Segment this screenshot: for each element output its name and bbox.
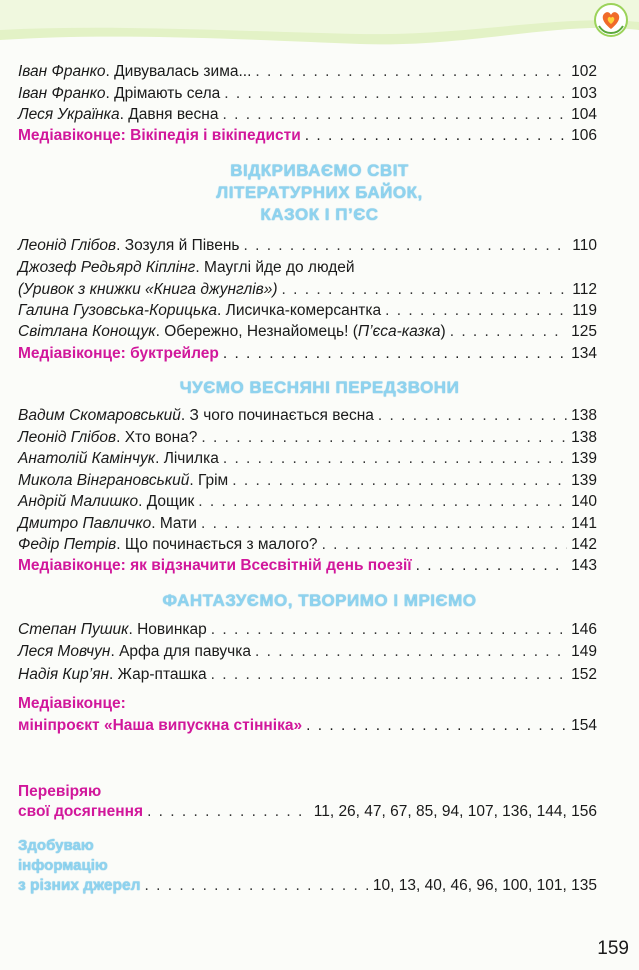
entry-page: 154 xyxy=(571,717,597,734)
entry-author: Леся Мовчун xyxy=(18,643,111,660)
entry-title: . Дивувалась зима... xyxy=(105,63,252,80)
entry-page: 125 xyxy=(571,323,597,340)
info-label: Здобуваю xyxy=(18,837,94,854)
entry-author: Іван Франко xyxy=(18,63,106,80)
entry-author: Леонід Глібов xyxy=(18,429,117,446)
media-label: Медіавіконце: буктрейлер xyxy=(18,345,219,362)
toc-entry-line[interactable] xyxy=(18,258,355,278)
entry-author: Леонід Глібов xyxy=(18,237,117,254)
dot-leader xyxy=(222,105,567,125)
dot-leader xyxy=(201,514,567,534)
dot-leader xyxy=(385,301,567,321)
entry-page: 140 xyxy=(571,493,597,510)
info-label-line3: з різних джерел xyxy=(18,877,141,894)
entry-subtitle: (Уривок з книжки «Книга джунглів») xyxy=(18,281,278,298)
dot-leader xyxy=(223,344,567,364)
toc-entry[interactable] xyxy=(18,514,597,534)
entry-title: . Хто вона? xyxy=(116,429,198,446)
entry-page: 139 xyxy=(571,472,597,489)
entry-page: 106 xyxy=(571,127,597,144)
self-check-entry[interactable] xyxy=(18,802,597,822)
entry-title: . Мауглі йде до людей xyxy=(195,259,355,276)
dot-leader xyxy=(305,126,567,146)
heart-emblem-icon xyxy=(593,2,629,38)
toc-media-entry[interactable] xyxy=(18,716,597,736)
toc-entry[interactable] xyxy=(18,492,597,512)
dot-leader xyxy=(255,62,567,82)
entry-title: . Лічилка xyxy=(155,450,219,467)
toc-media-entry[interactable] xyxy=(18,344,597,364)
entry-title: . Що починається з малого? xyxy=(116,536,318,553)
entry-page: 143 xyxy=(571,557,597,574)
media-label: Медіавіконце: Вікіпедія і вікіпедисти xyxy=(18,127,301,144)
toc-entry[interactable] xyxy=(18,301,597,321)
section-heading: ФАНТАЗУЄМО, ТВОРИМО І МРІЄМО xyxy=(162,591,477,610)
self-check-label: Перевіряю xyxy=(18,783,102,800)
entry-page: 138 xyxy=(571,429,597,446)
toc-entry[interactable] xyxy=(18,665,597,685)
section-heading-line: ВІДКРИВАЄМО СВІТ xyxy=(230,161,409,180)
dot-leader xyxy=(322,535,567,555)
section-heading-line: ЛІТЕРАТУРНИХ БАЙОК, xyxy=(216,183,423,202)
entry-title: . Лисичка-комерсантка xyxy=(217,302,382,319)
info-label: інформацію xyxy=(18,857,108,874)
entry-title: . Дощик xyxy=(138,493,195,510)
entry-author: Іван Франко xyxy=(18,85,106,102)
entry-page: 134 xyxy=(571,345,597,362)
dot-leader xyxy=(378,406,567,426)
section-heading-line: КАЗОК І П’ЄС xyxy=(260,205,379,224)
section-heading: ЧУЄМО ВЕСНЯНІ ПЕРЕДЗВОНИ xyxy=(179,378,460,397)
info-entry[interactable] xyxy=(18,876,597,896)
entry-page: 138 xyxy=(571,407,597,424)
toc-entry[interactable] xyxy=(18,280,597,300)
dot-leader xyxy=(232,471,567,491)
self-check-pages: 11, 26, 47, 67, 85, 94, 107, 136, 144, 156 xyxy=(313,803,597,820)
entry-page: 110 xyxy=(572,237,597,254)
toc-media-entry[interactable] xyxy=(18,126,597,146)
toc-entry[interactable] xyxy=(18,236,597,256)
dot-leader xyxy=(211,665,567,685)
entry-page: 149 xyxy=(571,643,597,660)
entry-author: Степан Пушик xyxy=(18,621,129,638)
dot-leader xyxy=(306,716,567,736)
entry-title: . Жар-пташка xyxy=(109,666,207,683)
toc-media-entry[interactable] xyxy=(18,556,597,576)
dot-leader xyxy=(416,556,567,576)
dot-leader xyxy=(243,236,567,256)
entry-page: 139 xyxy=(571,450,597,467)
entry-author: Анатолій Камінчук xyxy=(18,450,156,467)
entry-page: 103 xyxy=(571,85,597,102)
entry-title: . Арфа для павучка xyxy=(110,643,251,660)
entry-title: . Обережно, Незнайомець! ( xyxy=(155,323,358,340)
entry-title: . З чого починається весна xyxy=(180,407,374,424)
dot-leader xyxy=(147,802,310,822)
entry-title: . Дрімають села xyxy=(105,85,221,102)
dot-leader xyxy=(224,84,567,104)
toc-entry[interactable] xyxy=(18,84,597,104)
entry-title: . Зозуля й Півень xyxy=(116,237,240,254)
entry-title: . Давня весна xyxy=(119,106,219,123)
toc-entry[interactable] xyxy=(18,642,597,662)
media-label: мініпроєкт «Наша випускна стінніка» xyxy=(18,717,303,734)
dot-leader xyxy=(201,428,567,448)
toc-entry[interactable] xyxy=(18,428,597,448)
entry-page: 146 xyxy=(571,621,597,638)
entry-author: Андрій Малишко xyxy=(18,493,139,510)
entry-page: 112 xyxy=(572,281,597,298)
entry-title: . Грім xyxy=(189,472,229,489)
entry-title-italic: П’єса-казка xyxy=(357,323,441,340)
self-check-label-line2: свої досягнення xyxy=(18,803,144,820)
dot-leader xyxy=(198,492,567,512)
entry-page: 142 xyxy=(571,536,597,553)
entry-author: Вадим Скомаровський xyxy=(18,407,181,424)
info-pages: 10, 13, 40, 46, 96, 100, 101, 135 xyxy=(372,877,597,894)
entry-title: . Мати xyxy=(151,515,197,532)
entry-author: Федір Петрів xyxy=(18,536,117,553)
entry-page: 141 xyxy=(571,515,597,532)
entry-author: Надія Кир’ян xyxy=(18,666,110,683)
dot-leader xyxy=(211,620,567,640)
dot-leader xyxy=(223,449,567,469)
entry-author: Леся Українка xyxy=(18,106,120,123)
toc-entry[interactable] xyxy=(18,620,597,640)
media-label: Медіавіконце: як відзначити Всесвітній день поезії xyxy=(18,557,412,574)
entry-author: Джозеф Редьярд Кіплінг xyxy=(18,259,196,276)
page-number: 159 xyxy=(597,938,629,959)
entry-page: 102 xyxy=(571,63,597,80)
dot-leader xyxy=(282,280,567,300)
entry-author: Галина Гузовська-Корицька xyxy=(18,302,218,319)
header-wave-decoration xyxy=(0,0,639,60)
dot-leader xyxy=(255,642,567,662)
section-heading xyxy=(0,160,639,226)
entry-author: Дмитро Павличко xyxy=(18,515,152,532)
toc-entry[interactable] xyxy=(18,471,597,491)
toc-entry[interactable] xyxy=(18,535,597,555)
entry-page: 104 xyxy=(571,106,597,123)
toc-entry[interactable] xyxy=(18,62,597,82)
dot-leader xyxy=(145,876,369,896)
media-label: Медіавіконце: xyxy=(18,695,126,712)
entry-title-end: ) xyxy=(440,323,446,340)
toc-entry[interactable] xyxy=(18,105,597,125)
toc-entry[interactable] xyxy=(18,449,597,469)
dot-leader xyxy=(450,322,567,342)
entry-title: . Новинкар xyxy=(128,621,207,638)
entry-page: 119 xyxy=(572,302,597,319)
entry-author: Микола Вінграновський xyxy=(18,472,190,489)
entry-page: 152 xyxy=(571,666,597,683)
toc-entry[interactable] xyxy=(18,406,597,426)
toc-entry[interactable] xyxy=(18,322,597,342)
entry-author: Світлана Конощук xyxy=(18,323,156,340)
